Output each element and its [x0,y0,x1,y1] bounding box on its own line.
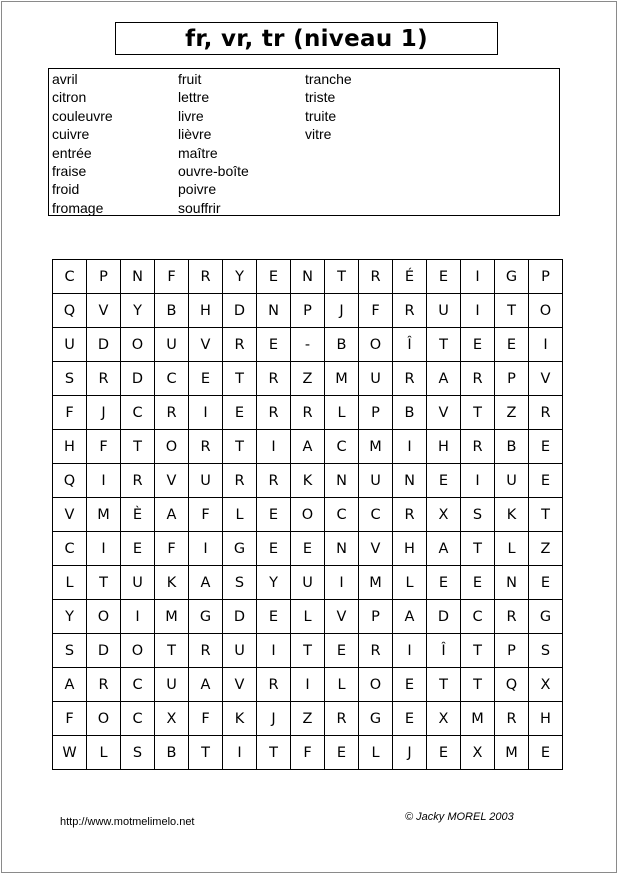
grid-cell[interactable]: R [189,260,223,294]
grid-cell[interactable]: I [393,634,427,668]
grid-cell[interactable]: T [223,430,257,464]
grid-cell[interactable]: I [223,736,257,770]
grid-cell[interactable]: A [427,532,461,566]
grid-cell[interactable]: R [393,498,427,532]
grid-cell[interactable]: T [189,736,223,770]
grid-cell[interactable]: R [257,464,291,498]
grid-cell[interactable]: L [291,600,325,634]
grid-row [53,294,563,328]
grid-cell[interactable]: T [461,634,495,668]
grid-cell[interactable]: R [87,668,121,702]
grid-cell[interactable]: O [155,430,189,464]
grid-cell[interactable]: B [393,396,427,430]
word-item: triste [305,89,336,106]
word-list [48,68,560,216]
grid-row [53,396,563,430]
grid-cell[interactable]: G [223,532,257,566]
grid-cell[interactable]: Î [393,328,427,362]
word-item: froid [52,181,80,198]
word-item: entrée [52,144,92,161]
grid-cell[interactable]: P [495,362,529,396]
word-item: ouvre-boîte [178,162,249,179]
grid-cell[interactable]: R [189,430,223,464]
grid-cell[interactable]: E [393,668,427,702]
grid-cell[interactable]: C [121,702,155,736]
grid-cell[interactable]: R [257,362,291,396]
grid-cell[interactable]: E [223,396,257,430]
grid-cell[interactable]: Q [53,294,87,328]
grid-cell[interactable]: Y [121,294,155,328]
grid-cell[interactable]: H [427,430,461,464]
word-item: maître [178,144,218,161]
grid-cell[interactable]: L [53,566,87,600]
grid-cell[interactable]: F [155,260,189,294]
grid-cell[interactable]: R [461,362,495,396]
grid-cell[interactable]: T [427,668,461,702]
grid-cell[interactable]: L [393,566,427,600]
grid-cell[interactable]: A [189,566,223,600]
grid-cell[interactable]: F [53,702,87,736]
grid-cell[interactable]: E [529,430,563,464]
word-item: vitre [305,126,332,143]
grid-cell[interactable]: N [121,260,155,294]
grid-cell[interactable]: T [87,566,121,600]
grid-cell[interactable]: P [359,396,393,430]
grid-cell[interactable]: T [291,634,325,668]
grid-cell[interactable]: U [155,668,189,702]
grid-cell[interactable]: O [359,668,393,702]
grid-cell[interactable]: V [223,668,257,702]
grid-cell[interactable]: T [461,532,495,566]
grid-cell[interactable]: E [529,736,563,770]
grid-row [53,532,563,566]
grid-cell[interactable]: J [87,396,121,430]
word-item: fruit [178,71,202,87]
grid-cell[interactable]: E [427,736,461,770]
grid-cell[interactable]: A [189,668,223,702]
grid-cell[interactable]: U [155,328,189,362]
grid-cell[interactable]: J [257,702,291,736]
grid-cell[interactable]: O [87,702,121,736]
grid-cell[interactable]: V [53,498,87,532]
grid-cell[interactable]: U [121,566,155,600]
grid-cell[interactable]: E [325,634,359,668]
grid-cell[interactable]: P [87,260,121,294]
grid-row [53,260,563,294]
grid-cell[interactable]: N [495,566,529,600]
grid-cell[interactable]: Y [53,600,87,634]
word-item: fraise [52,162,87,179]
grid-cell[interactable]: T [155,634,189,668]
grid-cell[interactable]: R [291,396,325,430]
grid-cell[interactable]: V [427,396,461,430]
grid-cell[interactable]: F [155,532,189,566]
grid-cell[interactable]: Z [291,362,325,396]
grid-cell[interactable]: R [87,362,121,396]
grid-cell[interactable]: R [529,396,563,430]
grid-cell[interactable]: L [359,736,393,770]
grid-cell[interactable]: O [121,634,155,668]
grid-cell[interactable]: U [427,294,461,328]
page-title: fr, vr, tr (niveau 1) [115,22,498,55]
grid-cell[interactable]: P [359,600,393,634]
grid-cell[interactable]: C [461,600,495,634]
grid-cell[interactable]: G [189,600,223,634]
word-item: lettre [178,89,210,106]
grid-row [53,328,563,362]
grid-cell[interactable]: A [53,668,87,702]
grid-cell[interactable]: I [257,634,291,668]
grid-cell[interactable]: T [223,362,257,396]
grid-cell[interactable]: I [461,464,495,498]
grid-cell[interactable]: C [121,396,155,430]
grid-cell[interactable]: H [393,532,427,566]
word-item: souffrir [178,199,221,216]
grid-cell[interactable]: U [495,464,529,498]
grid-cell[interactable]: E [325,736,359,770]
grid-cell[interactable]: T [529,498,563,532]
grid-cell[interactable]: X [427,702,461,736]
grid-row [53,498,563,532]
grid-cell[interactable]: G [529,600,563,634]
grid-cell[interactable]: T [325,260,359,294]
grid-cell[interactable]: S [53,634,87,668]
grid-cell[interactable]: S [223,566,257,600]
grid-cell[interactable]: - [291,328,325,362]
grid-cell[interactable]: F [189,702,223,736]
grid-cell[interactable]: H [53,430,87,464]
grid-cell[interactable]: O [121,328,155,362]
grid-cell[interactable]: E [461,328,495,362]
grid-cell[interactable]: N [325,532,359,566]
grid-cell[interactable]: M [495,736,529,770]
grid-cell[interactable]: I [189,532,223,566]
grid-cell[interactable]: I [87,464,121,498]
grid-cell[interactable]: Z [529,532,563,566]
word-item: cuivre [52,126,90,143]
word-column-2 [178,70,249,217]
grid-cell[interactable]: T [461,668,495,702]
grid-cell[interactable]: È [121,498,155,532]
grid-cell[interactable]: L [325,668,359,702]
grid-cell[interactable]: B [155,294,189,328]
grid-cell[interactable]: D [223,600,257,634]
grid-cell[interactable]: P [291,294,325,328]
grid-cell[interactable]: U [189,464,223,498]
grid-cell[interactable]: F [291,736,325,770]
grid-cell[interactable]: U [359,464,393,498]
grid-cell[interactable]: S [121,736,155,770]
grid-cell[interactable]: J [393,736,427,770]
grid-row [53,430,563,464]
grid-cell[interactable]: E [427,566,461,600]
word-item: tranche [305,71,352,87]
grid-cell[interactable]: D [121,362,155,396]
grid-cell[interactable]: Y [223,260,257,294]
grid-cell[interactable]: C [53,260,87,294]
grid-cell[interactable]: F [53,396,87,430]
grid-cell[interactable]: R [393,362,427,396]
grid-cell[interactable]: V [325,600,359,634]
grid-cell[interactable]: T [461,396,495,430]
grid-cell[interactable]: C [155,362,189,396]
grid-cell[interactable]: R [189,634,223,668]
grid-cell[interactable]: E [257,498,291,532]
grid-cell[interactable]: B [495,430,529,464]
grid-cell[interactable]: E [393,702,427,736]
grid-cell[interactable]: Z [495,396,529,430]
grid-cell[interactable]: T [257,736,291,770]
grid-cell[interactable]: K [155,566,189,600]
grid-cell[interactable]: C [325,430,359,464]
word-item: couleuvre [52,107,113,124]
grid-cell[interactable]: L [325,396,359,430]
grid-cell[interactable]: A [427,362,461,396]
grid-cell[interactable]: E [257,600,291,634]
grid-cell[interactable]: Z [291,702,325,736]
grid-row [53,600,563,634]
grid-cell[interactable]: R [325,702,359,736]
grid-cell[interactable]: R [257,668,291,702]
grid-cell[interactable]: M [461,702,495,736]
grid-cell[interactable]: C [359,498,393,532]
grid-cell[interactable]: W [53,736,87,770]
grid-cell[interactable]: N [291,260,325,294]
grid-cell[interactable]: E [427,260,461,294]
grid-cell[interactable]: M [155,600,189,634]
grid-cell[interactable]: U [223,634,257,668]
grid-cell[interactable]: E [121,532,155,566]
grid-cell[interactable]: R [495,600,529,634]
grid-cell[interactable]: I [461,294,495,328]
grid-cell[interactable]: E [189,362,223,396]
grid-cell[interactable]: D [223,294,257,328]
grid-cell[interactable]: L [223,498,257,532]
grid-cell[interactable]: V [529,362,563,396]
grid-row [53,736,563,770]
grid-cell[interactable]: M [359,430,393,464]
grid-cell[interactable]: B [325,328,359,362]
grid-cell[interactable]: M [87,498,121,532]
grid-cell[interactable]: R [393,294,427,328]
grid-cell[interactable]: B [155,736,189,770]
grid-cell[interactable]: N [325,464,359,498]
grid-cell[interactable]: K [223,702,257,736]
grid-cell[interactable]: U [359,362,393,396]
grid-cell[interactable]: R [121,464,155,498]
grid-cell[interactable]: S [529,634,563,668]
grid-cell[interactable]: I [189,396,223,430]
grid-row [53,702,563,736]
grid-cell[interactable]: I [257,430,291,464]
grid-cell[interactable]: X [529,668,563,702]
grid-cell[interactable]: M [359,566,393,600]
grid-cell[interactable]: O [291,498,325,532]
grid-cell[interactable]: T [495,294,529,328]
grid-cell[interactable]: Q [53,464,87,498]
grid-cell[interactable]: C [53,532,87,566]
grid-cell[interactable]: V [359,532,393,566]
grid-cell[interactable]: I [461,260,495,294]
grid-cell[interactable]: I [325,566,359,600]
grid-cell[interactable]: I [291,668,325,702]
grid-cell[interactable]: R [359,634,393,668]
word-item: truite [305,107,337,124]
grid-cell[interactable]: O [529,294,563,328]
grid-cell[interactable]: Q [495,668,529,702]
word-item: poivre [178,181,217,198]
grid-cell[interactable]: D [87,328,121,362]
grid-cell[interactable]: P [529,260,563,294]
grid-cell[interactable]: E [257,260,291,294]
grid-cell[interactable]: E [257,532,291,566]
grid-cell[interactable]: R [461,430,495,464]
grid-cell[interactable]: U [53,328,87,362]
word-item: livre [178,107,204,124]
footer-copyright: © Jacky MOREL 2003 [405,811,514,823]
grid-cell[interactable]: N [257,294,291,328]
grid-row [53,566,563,600]
grid-row [53,668,563,702]
word-item: fromage [52,199,104,216]
grid-cell[interactable]: O [359,328,393,362]
grid-cell[interactable]: E [257,328,291,362]
grid-cell[interactable]: C [121,668,155,702]
grid-cell[interactable]: D [427,600,461,634]
grid-cell[interactable]: I [529,328,563,362]
grid-cell[interactable]: R [223,328,257,362]
word-item: citron [52,89,87,106]
grid-cell[interactable]: L [87,736,121,770]
grid-cell[interactable]: E [291,532,325,566]
grid-cell[interactable]: R [359,260,393,294]
grid-cell[interactable]: I [87,532,121,566]
grid-cell[interactable]: F [189,498,223,532]
grid-cell[interactable]: A [291,430,325,464]
word-column-1 [52,70,113,217]
grid-cell[interactable]: P [495,634,529,668]
grid-cell[interactable]: I [393,430,427,464]
grid-cell[interactable]: E [529,464,563,498]
grid-cell[interactable]: X [155,702,189,736]
word-item: lièvre [178,126,212,143]
grid-cell[interactable]: E [529,566,563,600]
grid-cell[interactable]: R [223,464,257,498]
grid-cell[interactable]: F [87,430,121,464]
grid-cell[interactable]: R [257,396,291,430]
grid-cell[interactable]: H [529,702,563,736]
grid-cell[interactable]: E [427,464,461,498]
grid-row [53,634,563,668]
grid-cell[interactable]: X [427,498,461,532]
grid-cell[interactable]: T [427,328,461,362]
grid-row [53,464,563,498]
grid-cell[interactable]: M [325,362,359,396]
grid-cell[interactable]: R [495,702,529,736]
grid-cell[interactable]: J [325,294,359,328]
grid-cell[interactable]: G [359,702,393,736]
grid-cell[interactable]: Î [427,634,461,668]
grid-cell[interactable]: V [87,294,121,328]
grid-cell[interactable]: É [393,260,427,294]
grid-cell[interactable]: K [495,498,529,532]
footer-url[interactable]: http://www.motmelimelo.net [60,816,195,828]
word-column-3 [305,70,352,144]
grid-cell[interactable]: V [189,328,223,362]
grid-cell[interactable]: N [393,464,427,498]
grid-cell[interactable]: O [87,600,121,634]
grid-cell[interactable]: V [155,464,189,498]
grid-cell[interactable]: A [155,498,189,532]
grid-cell[interactable]: A [393,600,427,634]
grid-cell[interactable]: X [461,736,495,770]
grid-cell[interactable]: D [87,634,121,668]
grid-cell[interactable]: E [495,328,529,362]
grid-row [53,362,563,396]
grid-cell[interactable]: C [325,498,359,532]
grid-cell[interactable]: S [53,362,87,396]
grid-cell[interactable]: H [189,294,223,328]
grid-cell[interactable]: S [461,498,495,532]
letter-grid [52,259,563,770]
grid-cell[interactable]: U [291,566,325,600]
grid-cell[interactable]: F [359,294,393,328]
word-item: avril [52,71,78,87]
grid-cell[interactable]: T [121,430,155,464]
grid-cell[interactable]: Y [257,566,291,600]
grid-cell[interactable]: R [155,396,189,430]
grid-cell[interactable]: K [291,464,325,498]
grid-cell[interactable]: I [121,600,155,634]
grid-cell[interactable]: G [495,260,529,294]
grid-cell[interactable]: E [461,566,495,600]
grid-cell[interactable]: L [495,532,529,566]
